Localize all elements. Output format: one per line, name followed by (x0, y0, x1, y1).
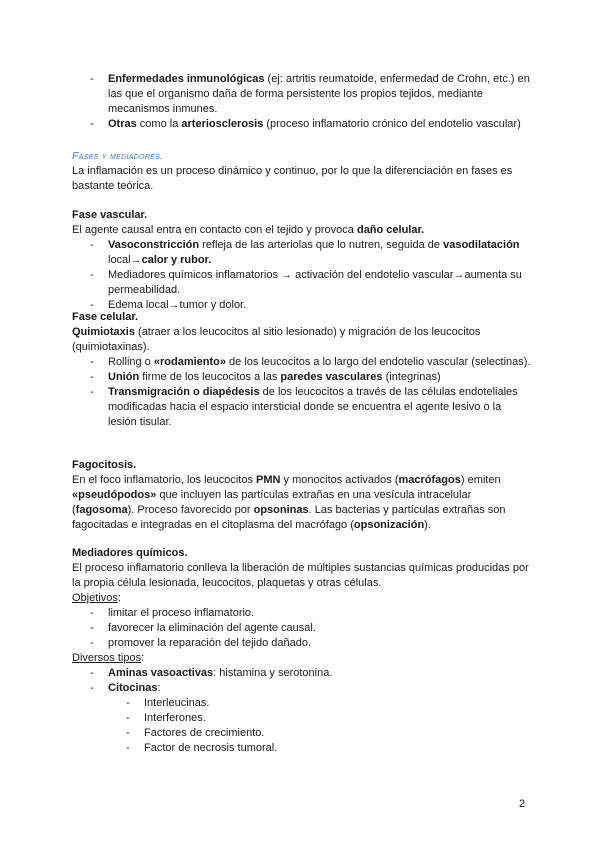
section-fase-vascular (72, 208, 532, 313)
bullet-dash: - (126, 712, 130, 724)
list-item: - Transmigración o diapédesis de los leucocitos a través de las células endoteliales modificadas hacia el espacio intersticial donde se encuentra el agente lesivo o la lesión tisular. (90, 386, 518, 428)
bullet-dash: - (90, 356, 94, 368)
list-item: - Enfermedades inmunológicas (ej: artritis reumatoide, enfermedad de Crohn, etc.) en las que el organismo daña de forma persistente los propios tejidos, mediante mecanismos inmunes. (90, 73, 530, 115)
paragraph: El agente causal entra en contacto con el tejido y provoca daño celular. (72, 224, 425, 236)
tipos-label-line: Diversos tipos: (72, 652, 145, 664)
list-item: - Vasoconstricción refleja de las arteriolas que lo nutren, seguida de vasodilatación local→calor y rubor. (90, 239, 520, 266)
bullet-dash: - (90, 386, 94, 398)
section-heading: Fases y mediadores. (72, 150, 164, 162)
list-item: - Factores de crecimiento. (126, 727, 265, 739)
objetivos-label-line: Objetivos: (72, 592, 121, 604)
bullet-dash: - (90, 269, 94, 281)
bullet-dash: - (90, 682, 94, 694)
citocinas-list (126, 696, 532, 756)
subsection-title: Fase vascular. (72, 209, 148, 221)
list-item: - Factor de necrosis tumoral. (126, 742, 278, 754)
tipos-list (90, 666, 532, 756)
paragraph: El proceso inflamatorio conlleva la liberación de múltiples sustancias químicas producidas por la propia célula lesionada, leucocitos, plaquetas y otras células. (72, 562, 529, 589)
list-item: - Unión firme de los leucocitos a las paredes vasculares (integrinas) (90, 371, 441, 383)
list-item: - limitar el proceso inflamatorio. (90, 607, 255, 619)
list-item: - Mediadores químicos inflamatorios → activación del endotelio vascular→aumenta su permeabilidad. (90, 269, 522, 296)
bullet-dash: - (126, 742, 130, 754)
list-item: - Interferones. (126, 712, 206, 724)
bullet-dash: - (90, 73, 94, 85)
paragraph: Quimiotaxis (atraer a los leucocitos al sitio lesionado) y migración de los leucocitos (quimiotaxinas). (72, 326, 481, 353)
page-number: 2 (519, 798, 526, 810)
bullet-dash: - (90, 607, 94, 619)
fases-intro: La inflamación es un proceso dinámico y continuo, por lo que la diferenciación en fases es bastante teórica. (72, 165, 513, 192)
paragraph: En el foco inflamatorio, los leucocitos PMN y monocitos activados (macrófagos) emiten «pseudópodos» que incluyen las partículas extrañas en una vesícula intracelular (fagosoma). Proceso favorecido por opsoninas. Las bacterias y partículas extrañas son fagocitadas e integradas en el citoplasma del macrófago (opsonización). (72, 474, 506, 531)
bullet-dash: - (90, 622, 94, 634)
list-item: - Citocinas: (90, 682, 161, 694)
list-item: - Otras como la arteriosclerosis (proceso inflamatorio crónico del endotelio vascular) (90, 118, 521, 130)
list-item: - Rolling o «rodamiento» de los leucocitos a lo largo del endotelio vascular (selectinas). (90, 356, 531, 368)
objetivos-list (90, 606, 532, 651)
bullet-dash: - (90, 667, 94, 679)
section-mediadores (72, 546, 532, 756)
list (90, 238, 532, 313)
section-fases (72, 149, 532, 194)
top-list (90, 72, 532, 132)
bullet-dash: - (126, 697, 130, 709)
subsection-title: Fase celular. (72, 311, 139, 323)
bullet-dash: - (90, 239, 94, 251)
section-fagocitosis (72, 458, 532, 533)
subsection-title: Mediadores químicos. (72, 547, 188, 559)
bullet-dash: - (90, 637, 94, 649)
bullet-dash: - (90, 299, 94, 311)
section-fase-celular (72, 310, 532, 430)
list-item: - Edema local→tumor y dolor. (90, 299, 247, 311)
list-item: - favorecer la eliminación del agente causal. (90, 622, 316, 634)
bullet-dash: - (126, 727, 130, 739)
bullet-dash: - (90, 118, 94, 130)
bullet-dash: - (90, 371, 94, 383)
list-item: - Aminas vasoactivas: histamina y serotonina. (90, 667, 333, 679)
subsection-title: Fagocitosis. (72, 459, 137, 471)
list-item: - promover la reparación del tejido dañado. (90, 637, 312, 649)
list (90, 355, 532, 430)
list-item: - Interleucinas. (126, 697, 210, 709)
